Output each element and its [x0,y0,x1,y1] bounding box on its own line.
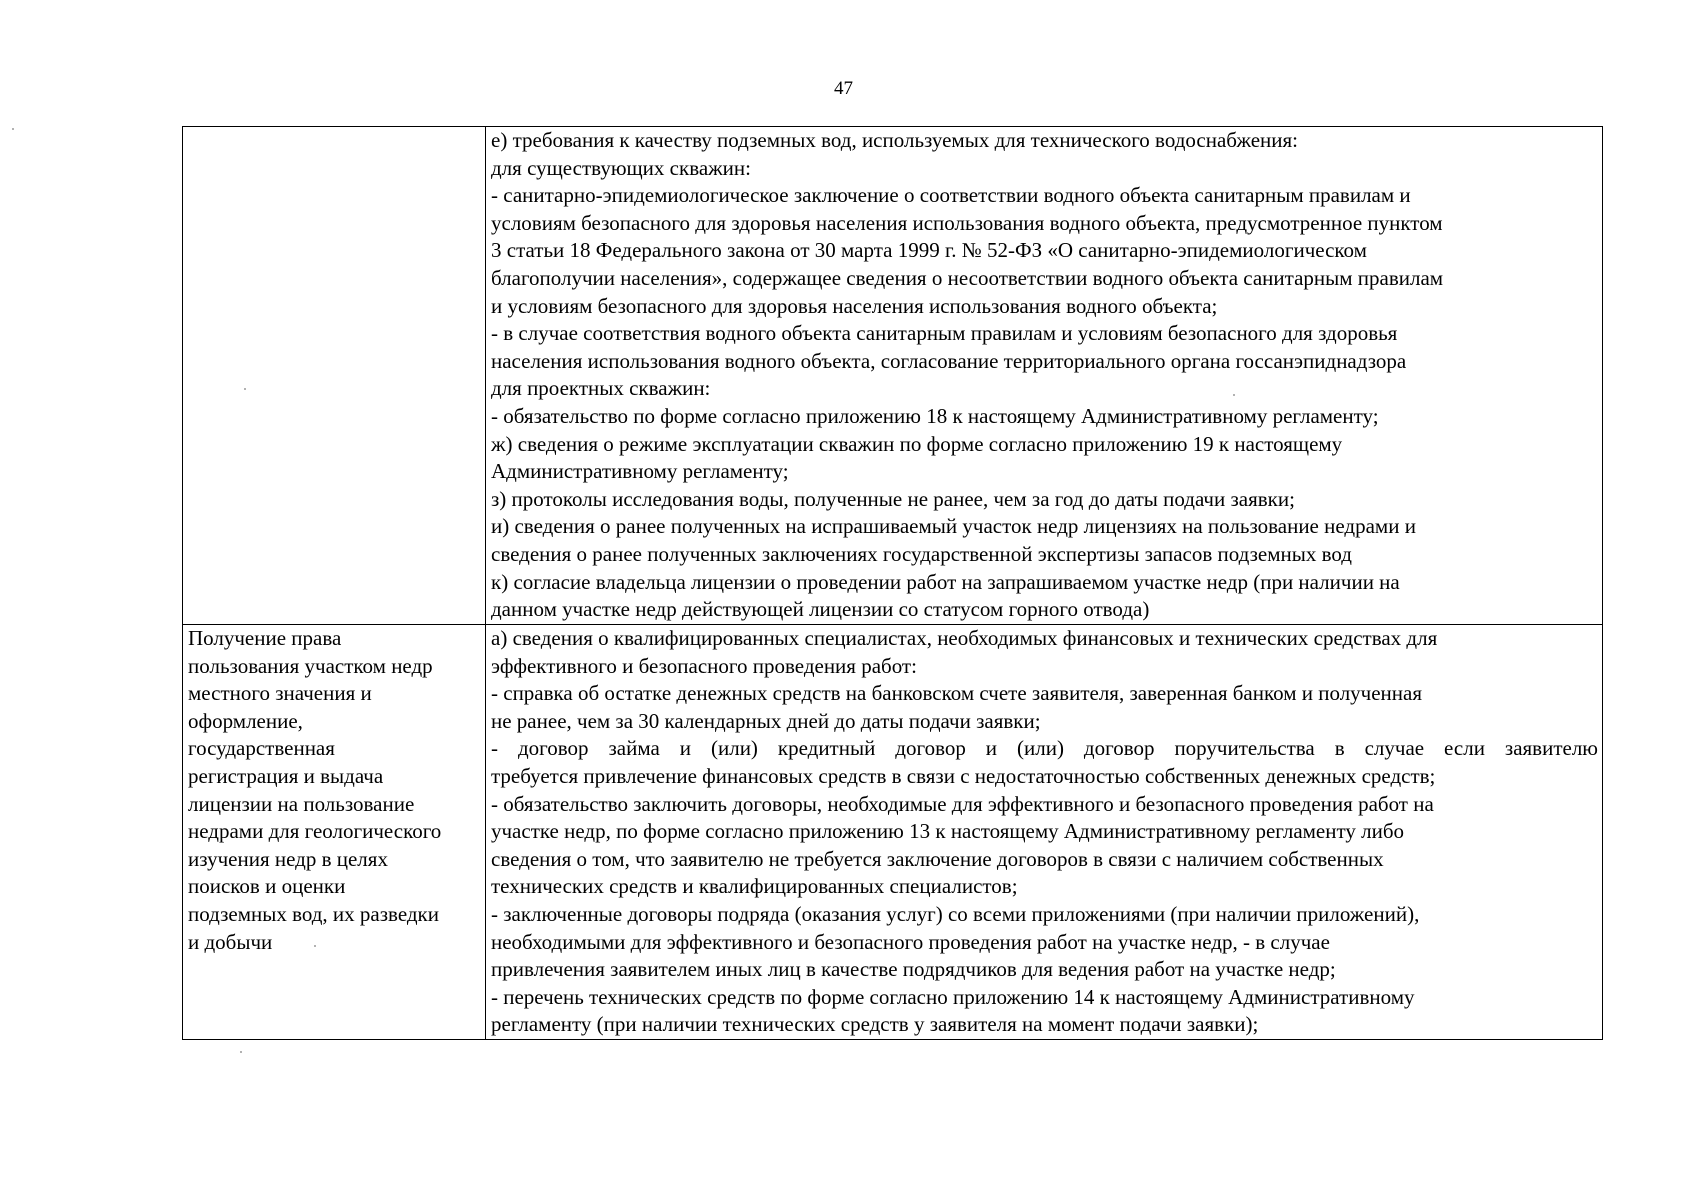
text-line: ж) сведения о режиме эксплуатации скважин по форме согласно приложению 19 к настоящему [491,431,1343,456]
text-line: сведения о ранее полученных заключениях государственной экспертизы запасов подземных вод [491,541,1352,566]
text-line: к) согласие владельца лицензии о проведении работ на запрашиваемом участке недр (при наличии на [491,569,1400,594]
scan-speck [12,128,14,130]
text-line: з) протоколы исследования воды, полученные не ранее, чем за год до даты подачи заявки; [491,486,1295,511]
service-title-line: государственная [188,736,335,761]
row-2-left-cell [183,625,486,1040]
row-1-right-cell [486,127,1603,625]
service-title-line: недрами для геологического [188,819,442,844]
scan-speck [1233,394,1235,396]
service-title-line: Получение права [188,626,342,650]
text-line: регламенту (при наличии технических средств у заявителя на момент подачи заявки); [491,1012,1259,1037]
page-number: 47 [834,78,853,99]
service-title-line: поисков и оценки [188,874,346,899]
text-line: 3 статьи 18 Федерального закона от 30 марта 1999 г. № 52-ФЗ «О санитарно-эпидемиологическом [491,238,1367,263]
text-line: - справка об остатке денежных средств на банковском счете заявителя, заверенная банком и полученная [491,681,1423,706]
row-1-left-cell [183,127,486,625]
text-line: данном участке недр действующей лицензии со статусом горного отвода) [491,597,1150,622]
text-line: эффективного и безопасного проведения работ: [491,653,917,678]
scan-speck [244,388,246,390]
text-line: - обязательство заключить договоры, необходимые для эффективного и безопасного проведения работ на [491,791,1434,816]
service-title-line: регистрация и выдача [188,763,384,788]
text-line: - в случае соответствия водного объекта санитарным правилам и условиям безопасного для здоровья [491,321,1398,346]
text-line: - санитарно-эпидемиологическое заключение о соответствии водного объекта санитарным правилам и [491,183,1411,208]
service-title-line: и добычи [188,929,273,954]
service-title-line: пользования участком недр [188,653,433,678]
text-line: технических средств и квалифицированных специалистов; [491,874,1018,899]
text-line: и условиям безопасного для здоровья населения использования водного объекта; [491,293,1218,318]
text-line: не ранее, чем за 30 календарных дней до даты подачи заявки; [491,708,1041,733]
service-title-line: оформление, [188,708,303,733]
text-line: населения использования водного объекта, согласование территориального органа госсанэпиднадзора [491,348,1407,373]
table-row [183,127,1603,625]
text-line: привлечения заявителем иных лиц в качестве подрядчиков для ведения работ на участке недр; [491,957,1336,982]
row-2-right-cell [486,625,1603,1040]
text-line: условиям безопасного для здоровья населения использования водного объекта, предусмотренное пунктом [491,210,1443,235]
text-line: участке недр, по форме согласно приложению 13 к настоящему Административному регламенту либо [491,819,1405,844]
table-row [183,625,1603,1040]
text-line: и) сведения о ранее полученных на испрашиваемый участок недр лицензиях на пользование недрами и [491,514,1416,539]
service-title-line: лицензии на пользование [188,791,415,816]
text-line: для проектных скважин: [491,376,711,401]
text-line: для существующих скважин: [491,155,751,180]
scan-speck [240,1051,242,1053]
text-line: - договор займа и (или) кредитный договор и (или) договор поручительства в случае если заявителю [491,736,1598,761]
text-line: а) сведения о квалифицированных специалистах, необходимых финансовых и технических средствах для [491,626,1438,650]
text-line: необходимыми для эффективного и безопасного проведения работ на участке недр, - в случае [491,929,1330,954]
text-line: благополучии населения», содержащее сведения о несоответствии водного объекта санитарным правилам [491,265,1444,290]
text-line: - перечень технических средств по форме согласно приложению 14 к настоящему Административному [491,984,1415,1009]
text-line: сведения о том, что заявителю не требуется заключение договоров в связи с наличием собственных [491,846,1384,871]
scan-speck [314,945,316,947]
requirements-table [182,126,1603,1040]
service-title-line: подземных вод, их разведки [188,901,439,926]
text-line: е) требования к качеству подземных вод, используемых для технического водоснабжения: [491,128,1298,152]
service-title-line: местного значения и [188,681,372,706]
service-title-line: изучения недр в целях [188,846,388,871]
text-line: требуется привлечение финансовых средств в связи с недостаточностью собственных денежных средств; [491,763,1436,788]
text-line: - заключенные договоры подряда (оказания услуг) со всеми приложениями (при наличии приложений), [491,901,1420,926]
text-line: Административному регламенту; [491,459,789,484]
text-line: - обязательство по форме согласно приложению 18 к настоящему Административному регламенту; [491,403,1379,428]
